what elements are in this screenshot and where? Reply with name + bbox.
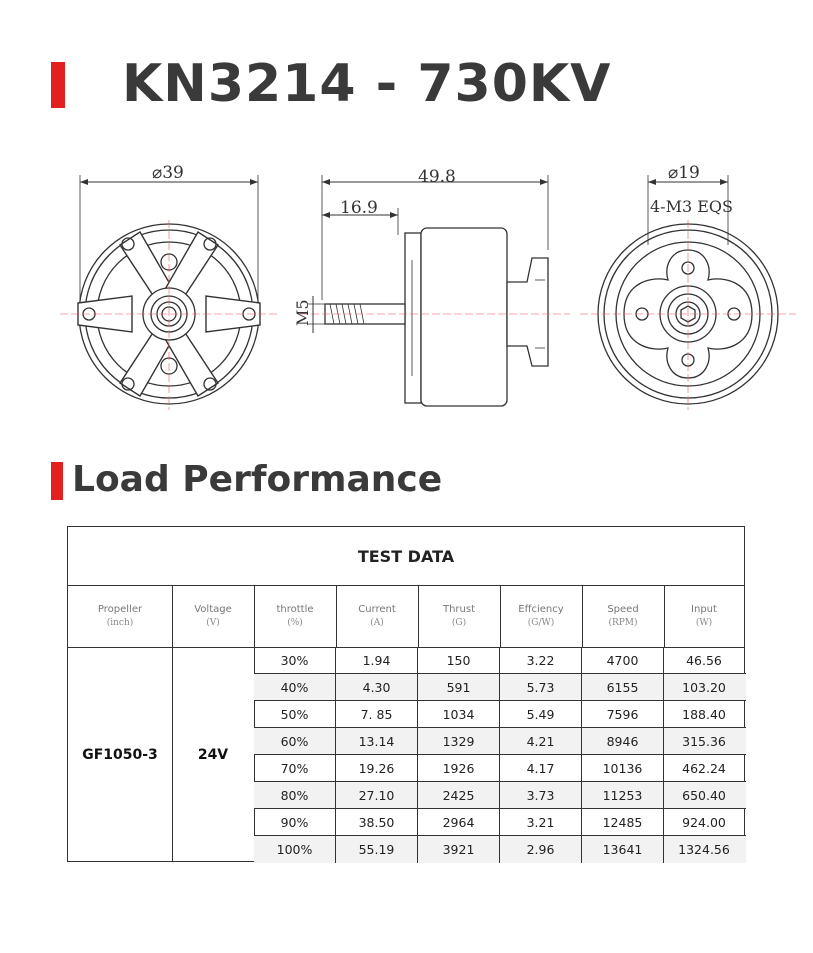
table-row — [254, 809, 746, 836]
table-cell: 80% — [254, 782, 336, 808]
table-cell: 4.21 — [500, 728, 582, 754]
table-cell: 19.26 — [336, 755, 418, 781]
table-cell: 30% — [254, 647, 336, 673]
table-cell: 1926 — [418, 755, 500, 781]
table-cell: 1329 — [418, 728, 500, 754]
table-cell: 6155 — [582, 674, 664, 700]
table-cell: 5.73 — [500, 674, 582, 700]
table-cell: 50% — [254, 701, 336, 727]
column-divider — [336, 585, 337, 647]
table-cell: 11253 — [582, 782, 664, 808]
header-unit: (V) — [206, 618, 220, 628]
header-propeller — [68, 585, 172, 648]
header-input — [664, 585, 744, 648]
voltage-cell: 24V — [197, 747, 229, 763]
table-cell: 5.49 — [500, 701, 582, 727]
header-label: Thrust — [442, 604, 476, 615]
column-divider — [500, 585, 501, 647]
table-cell: 13.14 — [336, 728, 418, 754]
table-cell: 12485 — [582, 809, 664, 835]
section-title: Load Performance — [72, 459, 443, 500]
table-cell: 90% — [254, 809, 336, 835]
table-cell: 8946 — [582, 728, 664, 754]
table-cell: 7. 85 — [336, 701, 418, 727]
performance-table — [67, 526, 745, 862]
header-label: throttle — [276, 604, 314, 615]
header-label: Propeller — [97, 604, 143, 615]
mount-holes-label: 4-M3 EQS — [650, 197, 733, 216]
column-divider — [418, 585, 419, 647]
table-cell: 4.30 — [336, 674, 418, 700]
table-cell: 55.19 — [336, 836, 418, 863]
propeller-cell: GF1050-3 — [82, 747, 158, 763]
table-cell: 70% — [254, 755, 336, 781]
shaft-length-label: 16.9 — [340, 198, 378, 218]
header-unit: (%) — [287, 618, 303, 628]
table-cell: 1034 — [418, 701, 500, 727]
table-cell: 462.24 — [682, 760, 726, 776]
table-cell: 1.94 — [336, 647, 418, 673]
table-cell: 103.20 — [682, 679, 726, 695]
table-cell: 315.36 — [682, 733, 726, 749]
table-row — [254, 674, 746, 701]
table-cell: 3.22 — [500, 647, 582, 673]
table-row — [254, 647, 746, 674]
table-cell: 1324.56 — [678, 842, 730, 857]
header-unit: (A) — [370, 618, 384, 628]
table-cell: 150 — [418, 647, 500, 673]
header-unit: (G) — [451, 618, 467, 628]
table-cell: 2964 — [418, 809, 500, 835]
side-length-label: 49.8 — [418, 167, 456, 187]
table-cell: 100% — [254, 836, 336, 863]
table-row — [254, 755, 746, 782]
table-cell: 650.40 — [682, 787, 726, 803]
header-label: Effciency — [518, 604, 564, 615]
table-cell: 2.96 — [500, 836, 582, 863]
header-unit: (G/W) — [527, 618, 555, 628]
header-current — [336, 585, 418, 648]
table-cell: 27.10 — [336, 782, 418, 808]
header-label: Current — [358, 604, 396, 615]
header-speed — [582, 585, 664, 648]
header-efficiency — [500, 585, 582, 648]
table-cell: 4.17 — [500, 755, 582, 781]
table-cell: 38.50 — [336, 809, 418, 835]
front-diameter-label: ⌀39 — [152, 163, 184, 183]
section-accent-bar — [51, 462, 63, 500]
table-cell: 924.00 — [682, 814, 726, 830]
header-unit: (RPM) — [608, 618, 638, 628]
table-cell: 188.40 — [682, 706, 726, 722]
back-diameter-label: ⌀19 — [668, 163, 700, 183]
table-cell: 4700 — [582, 647, 664, 673]
table-title: TEST DATA — [68, 527, 744, 586]
table-cell: 40% — [254, 674, 336, 700]
header-label: Speed — [607, 604, 639, 615]
table-cell: 3.73 — [500, 782, 582, 808]
front-view-drawing — [60, 175, 278, 410]
motor-drawings — [0, 150, 813, 440]
header-thrust — [418, 585, 500, 648]
table-cell: 3921 — [418, 836, 500, 863]
table-row — [254, 836, 746, 863]
page-title: KN3214 - 730KV — [122, 54, 612, 114]
table-cell: 3.21 — [500, 809, 582, 835]
table-cell: 7596 — [582, 701, 664, 727]
header-voltage — [172, 585, 254, 648]
table-row — [254, 701, 746, 728]
header-unit: (inch) — [106, 618, 134, 628]
column-divider — [664, 585, 665, 647]
table-cell: 10136 — [582, 755, 664, 781]
thread-label: M5 — [293, 299, 312, 326]
table-cell: 60% — [254, 728, 336, 754]
column-divider — [582, 585, 583, 647]
table-cell: 591 — [418, 674, 500, 700]
header-unit: (W) — [695, 618, 713, 628]
header-throttle — [254, 585, 336, 648]
title-accent-bar — [51, 62, 65, 108]
header-label: Voltage — [194, 604, 232, 615]
table-cell: 2425 — [418, 782, 500, 808]
table-row — [254, 728, 746, 755]
table-row — [254, 782, 746, 809]
header-label: Input — [691, 604, 717, 615]
table-cell: 13641 — [582, 836, 664, 863]
table-cell: 46.56 — [686, 652, 722, 668]
